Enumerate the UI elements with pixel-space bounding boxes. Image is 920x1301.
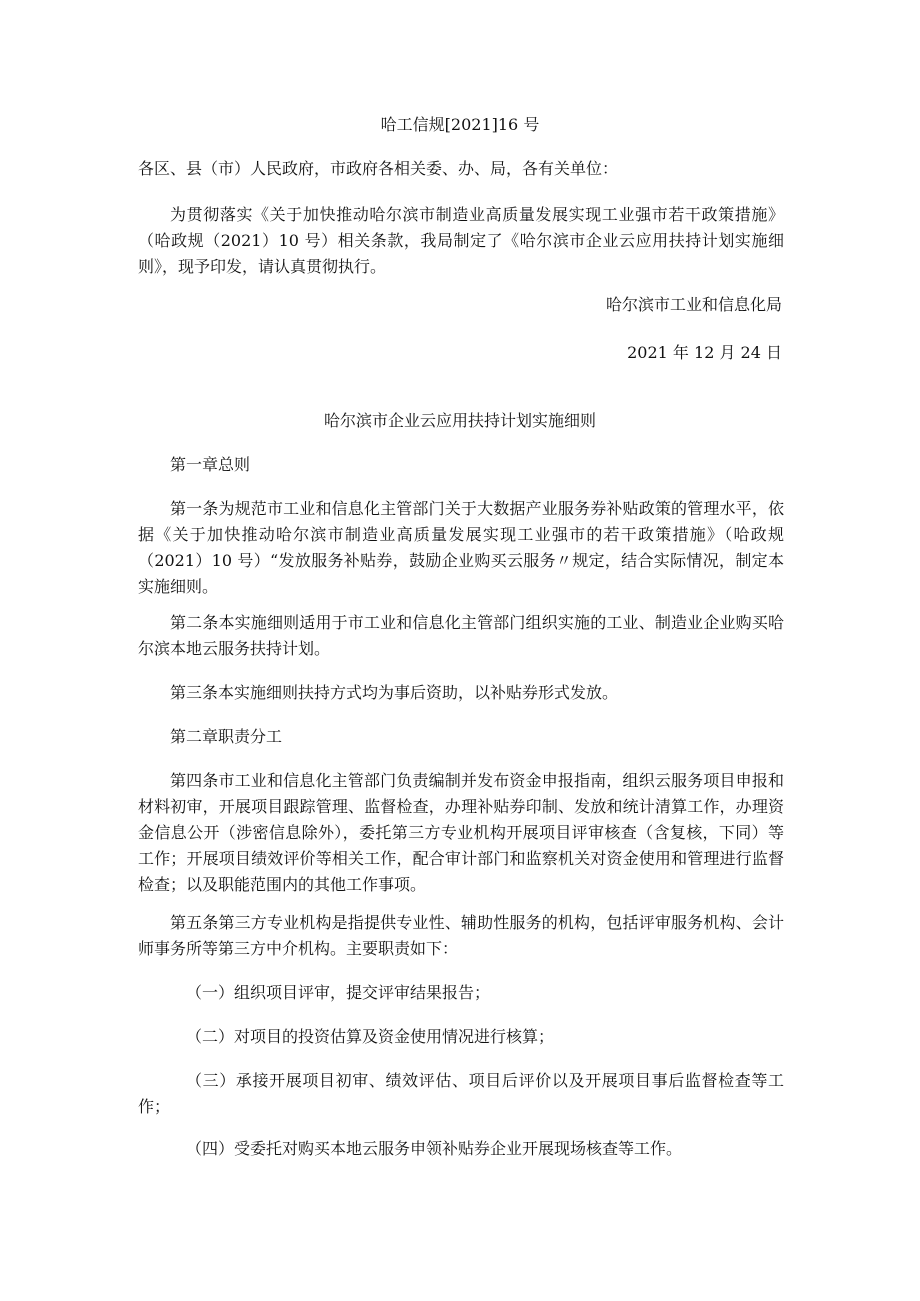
salutation: 各区、县（市）人民政府，市政府各相关委、办、局，各有关单位： — [138, 159, 619, 178]
issuer: 哈尔滨市工业和信息化局 — [605, 295, 782, 314]
issue-date: 2021 年 12 月 24 日 — [627, 343, 782, 362]
article-3: 第三条本实施细则扶持方式均为事后资助，以补贴券形式发放。 — [170, 683, 619, 702]
article-5: 第五条第三方专业机构是指提供专业性、辅助性服务的机构，包括评审服务机构、会计师事务所等第三方中介机构。主要职责如下： — [138, 913, 784, 958]
article-5-item-1: （一）组织项目评审，提交评审结果报告； — [186, 983, 491, 1002]
article-4: 第四条市工业和信息化主管部门负责编制并发布资金申报指南，组织云服务项目申报和材料初审，开展项目跟踪管理、监督检查，办理补贴券印制、发放和统计清算工作，办理资金信息公开（涉密信息除外），委托第三方专业机构开展项目评审核查（含复核，下同）等工作；开展项目绩效评价等相关工作，配合审计部门和监察机关对资金使用和管理进行监督检查；以及职能范围内的其他工作事项。 — [138, 771, 784, 894]
rules-title: 哈尔滨市企业云应用扶持计划实施细则 — [323, 411, 596, 430]
letter-body: 为贯彻落实《关于加快推动哈尔滨市制造业高质量发展实现工业强市若干政策措施》（哈政规（2021）10 号）相关条款，我局制定了《哈尔滨市企业云应用扶持计划实施细则》，现予印发，请认真贯彻执行。 — [138, 205, 784, 276]
article-5-item-2: （二）对项目的投资估算及资金使用情况进行核算； — [186, 1027, 555, 1046]
chapter-2-heading: 第二章职责分工 — [170, 727, 283, 746]
article-5-item-3: （三）承接开展项目初审、绩效评估、项目后评价以及开展项目事后监督检查等工作； — [138, 1071, 784, 1116]
article-1: 第一条为规范市工业和信息化主管部门关于大数据产业服务券补贴政策的管理水平，依据《关于加快推动哈尔滨市制造业高质量发展实现工业强市的若干政策措施》（哈政规（2021）10 号）“发放服务补贴券，鼓励企业购买云服务〃规定，结合实际情况，制定本实施细则。 — [138, 499, 784, 596]
document-number: 哈工信规[2021]16 号 — [380, 115, 540, 134]
chapter-1-heading: 第一章总则 — [170, 455, 251, 474]
article-2: 第二条本实施细则适用于市工业和信息化主管部门组织实施的工业、制造业企业购买哈尔滨本地云服务扶持计划。 — [138, 613, 784, 658]
article-5-item-4: （四）受委托对购买本地云服务申领补贴券企业开展现场核查等工作。 — [186, 1139, 683, 1158]
